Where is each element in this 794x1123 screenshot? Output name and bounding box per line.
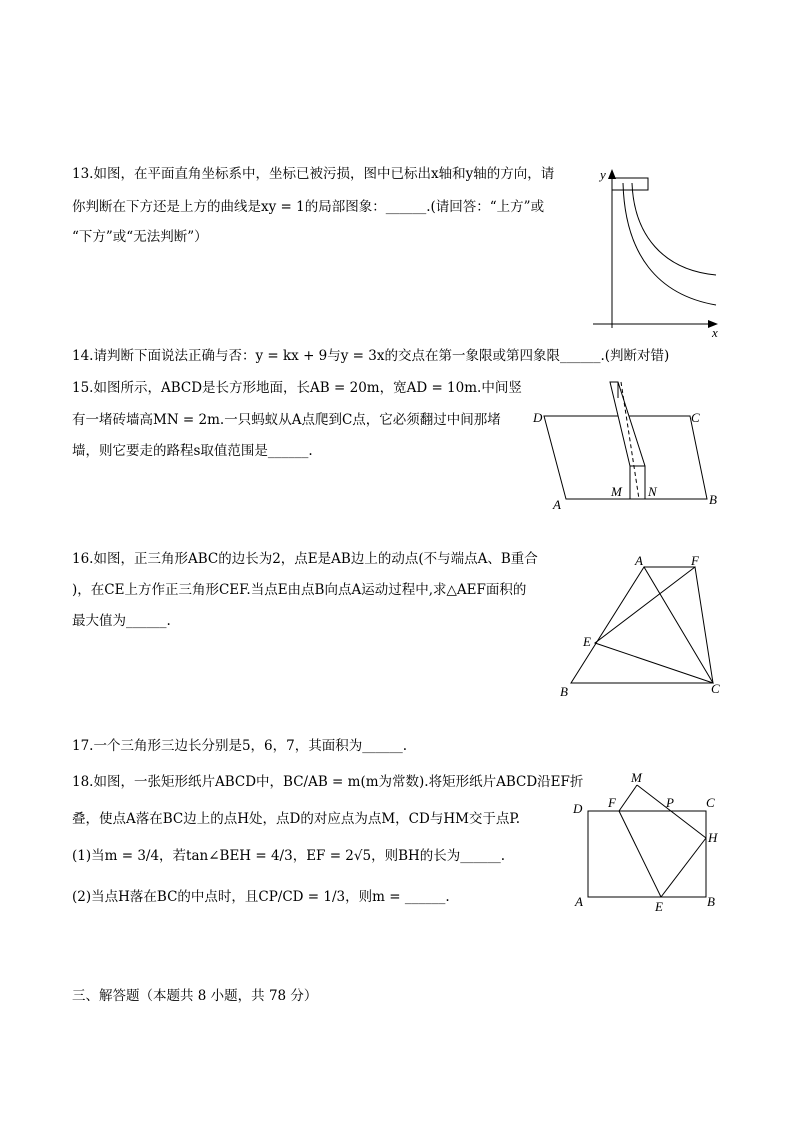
label-C: C — [706, 795, 715, 810]
label-E: E — [655, 899, 663, 914]
label-A: A — [635, 553, 643, 568]
q15-figure — [525, 378, 730, 513]
label-D: D — [533, 410, 543, 425]
label-F: F — [691, 553, 699, 568]
label-E: E — [583, 634, 591, 649]
label-B: B — [560, 684, 568, 699]
label-A: A — [575, 894, 583, 909]
section-3-heading: 三、解答题（本题共 8 小题，共 78 分） — [72, 988, 318, 1004]
label-C: C — [711, 681, 720, 696]
q18-line-1: 18.如图，一张矩形纸片ABCD中，BC/AB = m(m为常数).将矩形纸片ABCD沿EF折 — [72, 774, 584, 790]
label-P: P — [666, 795, 674, 810]
label-H: H — [708, 830, 718, 845]
q16-figure — [555, 550, 730, 700]
q17-line-1: 17.一个三角形三边长分别是5，6，7，其面积为______. — [72, 738, 408, 754]
label-C: C — [691, 410, 700, 425]
lower-curve — [623, 183, 716, 305]
label-B: B — [707, 894, 715, 909]
q14-line-1: 14.请判断下面说法正确与否：y = kx + 9与y = 3x的交点在第一象限或第四象限______.(判断对错) — [72, 348, 670, 364]
label-M: M — [611, 484, 622, 499]
segment-EH — [661, 838, 706, 897]
q18-line-2: 叠，使点A落在BC边上的点H处，点D的对应点为点M，CD与HM交于点P. — [72, 811, 521, 827]
q16-line-1: 16.如图，正三角形ABC的边长为2，点E是AB边上的动点(不与端点A、B重合 — [72, 551, 538, 567]
label-N: N — [648, 484, 657, 499]
brick-wall — [610, 382, 645, 499]
fold-line-EF — [619, 811, 661, 897]
q16-line-3: 最大值为______. — [72, 613, 171, 629]
segment-FM — [619, 785, 637, 811]
label-D: D — [573, 801, 583, 816]
q16-line-2: )，在CE上方作正三角形CEF.当点E由点B向点A运动过程中,求△AEF面积的 — [72, 582, 527, 598]
q13-line-2: 你判断在下方还是上方的曲线是xy = 1的局部图象：______.(请回答：“上方”或 — [72, 199, 545, 215]
q15-line-3: 墙，则它要走的路程s取值范围是______. — [72, 443, 313, 459]
triangle-ABC — [571, 567, 713, 683]
q13-line-1: 13.如图，在平面直角坐标系中，坐标已被污损，图中已标出x轴和y轴的方向，请 — [72, 166, 555, 182]
label-A: A — [553, 497, 561, 512]
q13-figure — [588, 165, 723, 340]
q15-line-1: 15.如图所示，ABCD是长方形地面，长AB = 20m，宽AD = 10m.中间竖 — [72, 380, 522, 396]
label-B: B — [709, 492, 717, 507]
smudge-box — [612, 178, 648, 190]
q13-line-3: “下方”或“无法判断”） — [72, 229, 208, 245]
label-M: M — [631, 770, 642, 785]
q18-figure — [565, 768, 725, 918]
q18-line-3: (1)当m = 3/4，若tan∠BEH = 4/3，EF = 2√5，则BH的长为______. — [72, 848, 506, 864]
q18-line-4: (2)当点H落在BC的中点时，且CP/CD = 1/3，则m = ______. — [72, 889, 450, 905]
label-x: x — [712, 325, 718, 340]
label-y: y — [600, 167, 606, 182]
q15-line-2: 有一堵砖墙高MN = 2m.一只蚂蚁从A点爬到C点，它必须翻过中间那堵 — [72, 412, 501, 428]
label-F: F — [608, 795, 616, 810]
